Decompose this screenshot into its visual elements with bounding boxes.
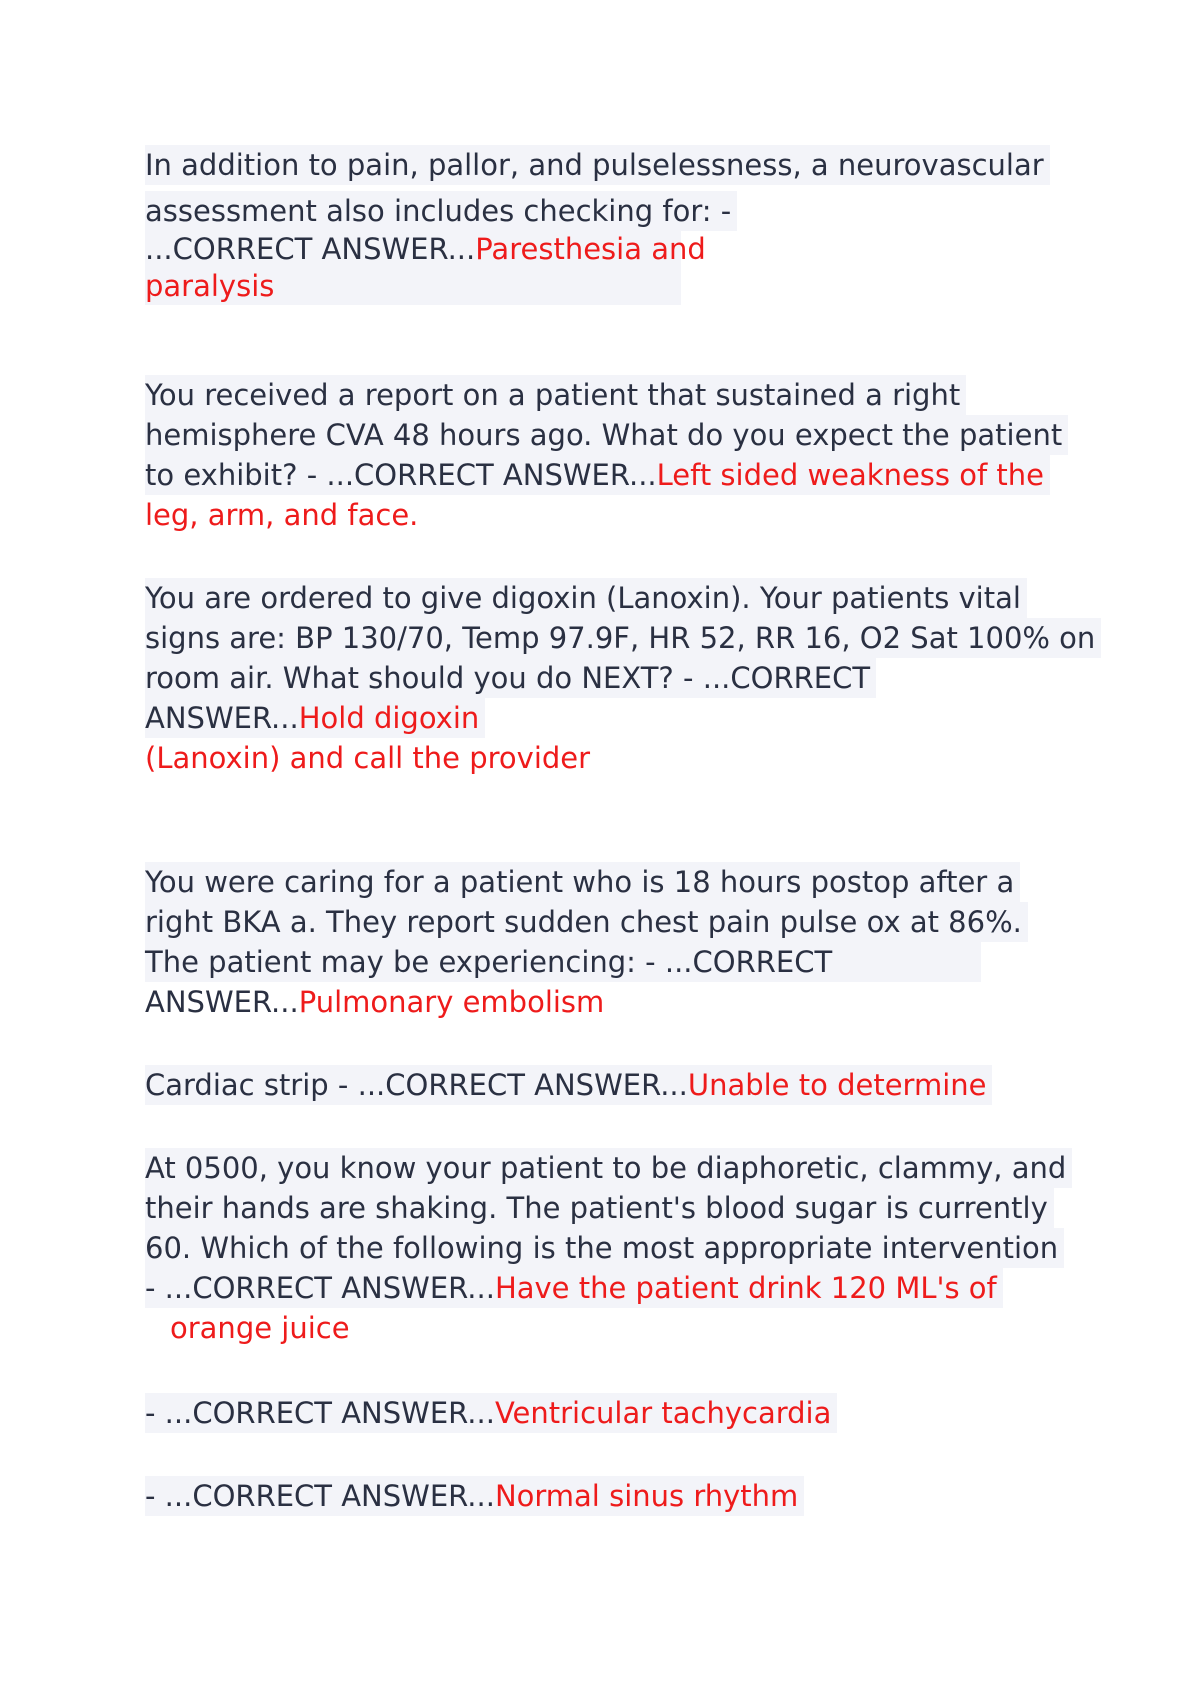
qa-item-postop-bka bbox=[145, 862, 1028, 1022]
qa-item-cardiac-strip bbox=[145, 1065, 992, 1105]
question-text: At 0500, you know your patient to be diaphoretic, clammy, and bbox=[145, 1151, 1067, 1185]
question-text: ANSWER... bbox=[145, 701, 299, 735]
answer-text: Left sided weakness of the bbox=[656, 458, 1045, 492]
question-line bbox=[145, 1188, 1054, 1228]
answer-line bbox=[145, 1476, 804, 1516]
question-text: In addition to pain, pallor, and pulselessness, a neurovascular bbox=[145, 148, 1044, 182]
question-text: Cardiac strip - ...CORRECT ANSWER... bbox=[145, 1068, 688, 1102]
answer-text: paralysis bbox=[145, 269, 275, 303]
question-text: to exhibit? - ...CORRECT ANSWER... bbox=[145, 458, 657, 492]
question-line bbox=[145, 902, 1028, 942]
question-text: - ...CORRECT ANSWER... bbox=[145, 1271, 495, 1305]
qa-item-normal-sinus-rhythm bbox=[145, 1476, 804, 1516]
question-text: You received a report on a patient that sustained a right bbox=[145, 378, 961, 412]
question-text: ANSWER... bbox=[145, 985, 299, 1019]
answer-text: Normal sinus rhythm bbox=[494, 1479, 799, 1513]
answer-text: Pulmonary embolism bbox=[298, 985, 605, 1019]
question-line bbox=[145, 862, 1020, 902]
answer-line bbox=[145, 738, 596, 778]
answer-text: leg, arm, and face. bbox=[145, 498, 419, 532]
question-line bbox=[145, 618, 1101, 658]
qa-item-digoxin bbox=[145, 578, 1101, 778]
question-text: ...CORRECT ANSWER... bbox=[145, 232, 476, 266]
answer-text: (Lanoxin) and call the provider bbox=[145, 741, 591, 775]
answer-line bbox=[145, 698, 485, 738]
question-line bbox=[145, 1228, 1064, 1268]
question-text: hemisphere CVA 48 hours ago. What do you expect the patient bbox=[145, 418, 1063, 452]
question-text: You are ordered to give digoxin (Lanoxin). Your patients vital bbox=[145, 581, 1021, 615]
answer-text: Ventricular tachycardia bbox=[494, 1396, 832, 1430]
question-line bbox=[145, 578, 1027, 618]
answer-text: Have the patient drink 120 ML's of bbox=[494, 1271, 997, 1305]
answer-text: Unable to determine bbox=[687, 1068, 987, 1102]
question-text: The patient may be experiencing: - ...CORRECT bbox=[145, 945, 833, 979]
qa-item-cva bbox=[145, 375, 1068, 535]
answer-line bbox=[145, 1308, 356, 1348]
answer-line bbox=[145, 231, 706, 268]
question-line bbox=[145, 415, 1068, 455]
question-line bbox=[145, 1148, 1072, 1188]
answer-line bbox=[145, 495, 424, 535]
answer-line bbox=[145, 1065, 992, 1105]
question-line bbox=[145, 658, 876, 698]
answer-line bbox=[145, 982, 610, 1022]
answer-line bbox=[145, 455, 1050, 495]
question-text: You were caring for a patient who is 18 hours postop after a bbox=[145, 865, 1015, 899]
question-text: assessment also includes checking for: - bbox=[145, 194, 732, 228]
question-line bbox=[145, 145, 1050, 185]
question-text: - ...CORRECT ANSWER... bbox=[145, 1396, 495, 1430]
question-text: signs are: BP 130/70, Temp 97.9F, HR 52, RR 16, O2 Sat 100% on bbox=[145, 621, 1096, 655]
answer-text: Hold digoxin bbox=[298, 701, 480, 735]
question-line bbox=[145, 191, 737, 231]
question-line bbox=[145, 375, 966, 415]
question-line bbox=[145, 942, 981, 982]
qa-item-blood-sugar bbox=[145, 1148, 1072, 1348]
question-text: right BKA a. They report sudden chest pain pulse ox at 86%. bbox=[145, 905, 1022, 939]
question-text: room air. What should you do NEXT? - ...CORRECT bbox=[145, 661, 871, 695]
answer-line bbox=[145, 1393, 837, 1433]
question-text: 60. Which of the following is the most appropriate intervention bbox=[145, 1231, 1059, 1265]
question-text: their hands are shaking. The patient's blood sugar is currently bbox=[145, 1191, 1048, 1225]
question-text: - ...CORRECT ANSWER... bbox=[145, 1479, 495, 1513]
answer-line bbox=[145, 1268, 1003, 1308]
answer-text: orange juice bbox=[170, 1311, 350, 1345]
qa-item-neurovascular bbox=[145, 145, 1050, 305]
qa-item-ventricular-tachycardia bbox=[145, 1393, 837, 1433]
answer-text: Paresthesia and bbox=[475, 232, 706, 266]
answer-line bbox=[145, 268, 681, 305]
